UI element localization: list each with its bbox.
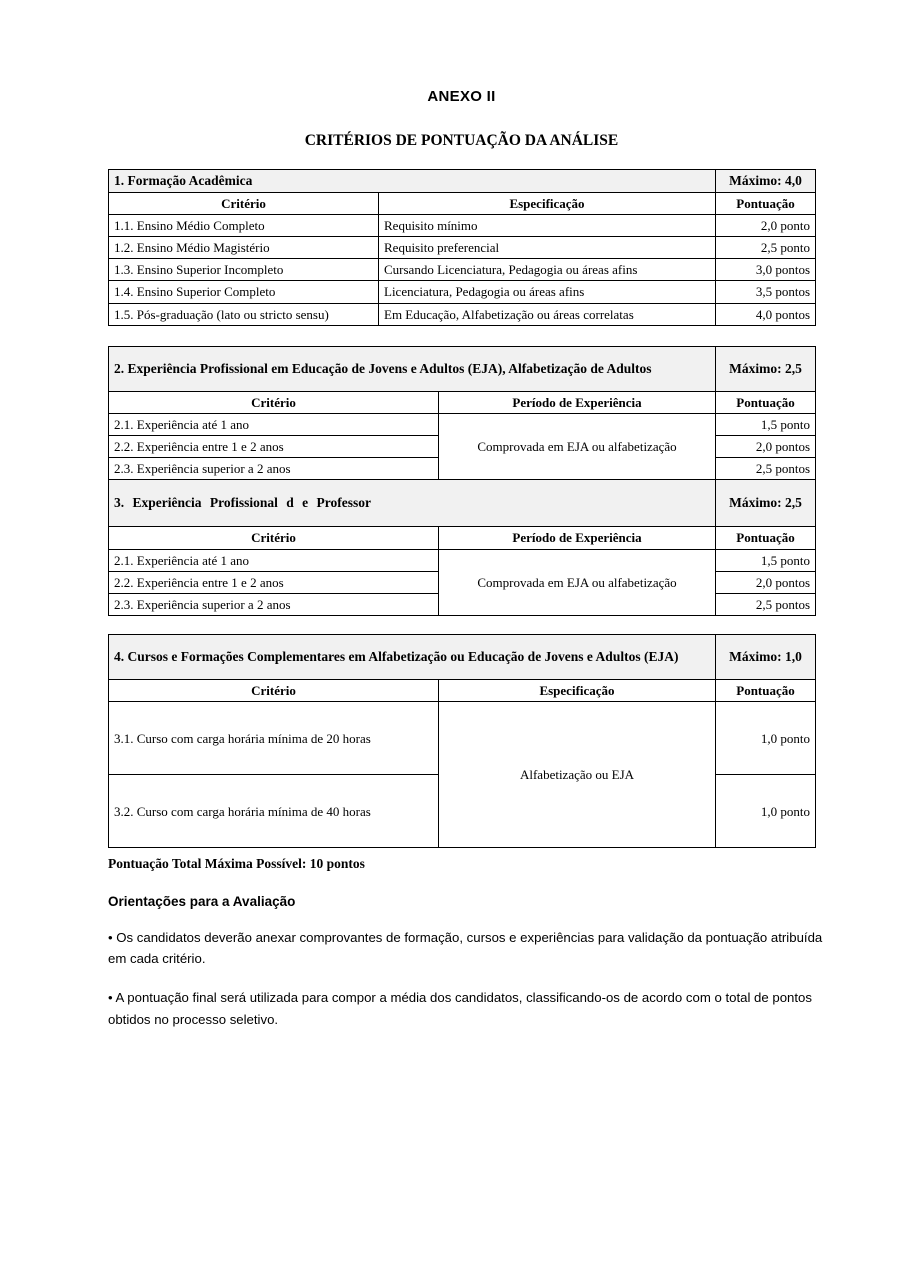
table-formacao-academica (108, 169, 816, 326)
column-header-pontuacao: Pontuação (716, 192, 816, 214)
section-title: 3. Experiência Profissional d e Professor (109, 480, 716, 527)
cell-pontuacao: 2,5 pontos (716, 458, 816, 480)
cell-criterio: 3.1. Curso com carga horária mínima de 20 horas (109, 702, 439, 775)
cell-criterio: 3.2. Curso com carga horária mínima de 40 horas (109, 775, 439, 848)
cell-pontuacao: 2,5 ponto (716, 237, 816, 259)
max-points-cell: Máximo: 2,5 (716, 346, 816, 391)
column-header-periodo: Período de Experiência (439, 527, 716, 549)
column-header-pontuacao: Pontuação (716, 391, 816, 413)
column-header-periodo: Período de Experiência (439, 391, 716, 413)
table-header-row (109, 391, 816, 413)
cell-pontuacao: 1,0 ponto (716, 775, 816, 848)
cell-criterio: 1.5. Pós-graduação (lato ou stricto sensu) (109, 303, 379, 325)
section-title: 2. Experiência Profissional em Educação de Jovens e Adultos (EJA), Alfabetização de Adultos (109, 346, 716, 391)
cell-pontuacao: 4,0 pontos (716, 303, 816, 325)
cell-pontuacao: 3,5 pontos (716, 281, 816, 303)
section-title: 4. Cursos e Formações Complementares em Alfabetização ou Educação de Jovens e Adultos (EJA) (109, 635, 716, 680)
table-header-row (109, 680, 816, 702)
table-row (109, 303, 816, 325)
table-row (109, 259, 816, 281)
table-row (109, 702, 816, 775)
cell-criterio: 1.2. Ensino Médio Magistério (109, 237, 379, 259)
max-points-cell: Máximo: 1,0 (716, 635, 816, 680)
cell-criterio: 1.4. Ensino Superior Completo (109, 281, 379, 303)
table-row (109, 281, 816, 303)
cell-pontuacao: 2,5 pontos (716, 593, 816, 615)
page-title: ANEXO II (427, 88, 496, 105)
section-title: 1. Formação Acadêmica (109, 170, 716, 193)
cell-pontuacao: 1,0 ponto (716, 702, 816, 775)
guidelines-heading: Orientações para a Avaliação (108, 894, 296, 910)
cell-pontuacao: 2,0 ponto (716, 214, 816, 236)
table-header-row (109, 527, 816, 549)
table-experiencia-profissional (108, 346, 816, 616)
column-header-criterio: Critério (109, 527, 439, 549)
table-section-row (109, 480, 816, 527)
column-header-especificacao: Especificação (379, 192, 716, 214)
table-row (109, 549, 816, 571)
cell-especificacao: Requisito preferencial (379, 237, 716, 259)
cell-pontuacao: 2,0 pontos (716, 571, 816, 593)
cell-pontuacao: 1,5 ponto (716, 549, 816, 571)
cell-criterio: 2.1. Experiência até 1 ano (109, 413, 439, 435)
guideline-bullet-2: • A pontuação final será utilizada para compor a média dos candidatos, classificando-os de acordo com o total de pontos obtidos no processo seletivo. (108, 990, 812, 1027)
table-section-row (109, 635, 816, 680)
page-subtitle: CRITÉRIOS DE PONTUAÇÃO DA ANÁLISE (304, 132, 619, 149)
cell-pontuacao: 3,0 pontos (716, 259, 816, 281)
table-row (109, 237, 816, 259)
cell-especificacao: Requisito mínimo (379, 214, 716, 236)
table-header-row (109, 192, 816, 214)
table-cursos-complementares (108, 634, 816, 848)
column-header-criterio: Critério (109, 192, 379, 214)
cell-especificacao: Em Educação, Alfabetização ou áreas correlatas (379, 303, 716, 325)
column-header-criterio: Critério (109, 391, 439, 413)
total-score-line: Pontuação Total Máxima Possível: 10 pontos (108, 856, 365, 872)
cell-criterio: 2.2. Experiência entre 1 e 2 anos (109, 436, 439, 458)
cell-criterio: 1.3. Ensino Superior Incompleto (109, 259, 379, 281)
cell-especificacao: Licenciatura, Pedagogia ou áreas afins (379, 281, 716, 303)
table-section-row (109, 346, 816, 391)
cell-periodo-merged: Comprovada em EJA ou alfabetização (439, 549, 716, 615)
cell-periodo-merged: Comprovada em EJA ou alfabetização (439, 413, 716, 479)
cell-criterio: 2.3. Experiência superior a 2 anos (109, 458, 439, 480)
column-header-pontuacao: Pontuação (716, 527, 816, 549)
cell-pontuacao: 2,0 pontos (716, 436, 816, 458)
cell-criterio: 2.1. Experiência até 1 ano (109, 549, 439, 571)
guideline-bullet-1: • Os candidatos deverão anexar comprovantes de formação, cursos e experiências para validação da pontuação atribuída em cada critério. (108, 930, 823, 967)
table-row (109, 214, 816, 236)
column-header-especificacao: Especificação (439, 680, 716, 702)
cell-criterio: 2.2. Experiência entre 1 e 2 anos (109, 571, 439, 593)
cell-criterio: 2.3. Experiência superior a 2 anos (109, 593, 439, 615)
cell-pontuacao: 1,5 ponto (716, 413, 816, 435)
column-header-pontuacao: Pontuação (716, 680, 816, 702)
table-section-row (109, 170, 816, 193)
column-header-criterio: Critério (109, 680, 439, 702)
cell-especificacao-merged: Alfabetização ou EJA (439, 702, 716, 848)
max-points-cell: Máximo: 4,0 (716, 170, 816, 193)
max-points-cell: Máximo: 2,5 (716, 480, 816, 527)
cell-especificacao: Cursando Licenciatura, Pedagogia ou áreas afins (379, 259, 716, 281)
cell-criterio: 1.1. Ensino Médio Completo (109, 214, 379, 236)
table-row (109, 413, 816, 435)
